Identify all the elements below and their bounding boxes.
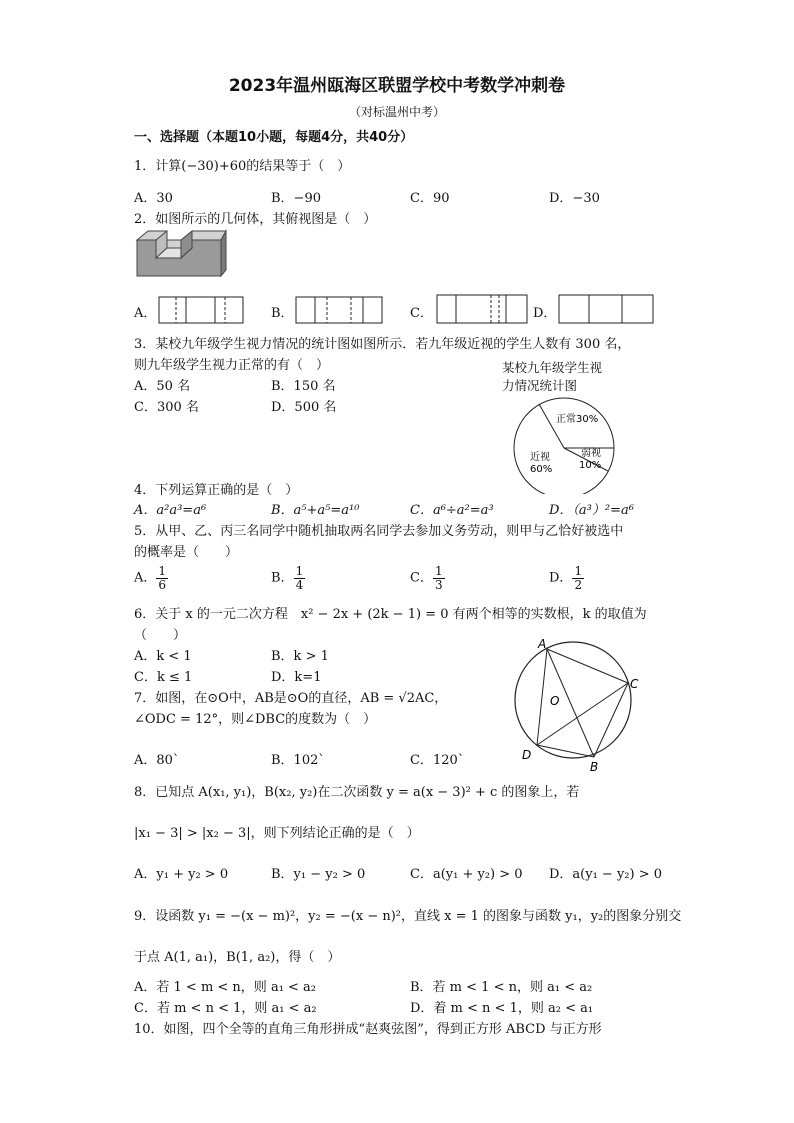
q1-option-d: D．−30 (549, 191, 600, 206)
q8-option-d: D．a(y₁ − y₂) > 0 (549, 867, 663, 882)
question-3-stem-line1: 3．某校九年级学生视力情况的统计图如图所示．若九年级近视的学生人数有 300 名， (134, 337, 631, 352)
q7-option-b: B．102` (271, 753, 325, 768)
question-6-stem-line1: 6．关于 x 的一元二次方程 x² − 2x + (2k − 1) = 0 有两个相等的实数根，k 的取值为 (134, 607, 647, 622)
solid-figure-image (134, 228, 229, 288)
slice-normal-label: 正常30% (556, 414, 599, 425)
point-c-label: C (630, 677, 639, 691)
point-a-label: A (538, 637, 547, 651)
q8-option-b: B．y₁ − y₂ > 0 (271, 867, 366, 882)
question-8-stem-line2: |x₁ − 3| > |x₂ − 3|，则下列结论正确的是（ ） (134, 826, 420, 841)
q2-view-d-image (558, 294, 654, 324)
pie-chart-title-line1: 某校九年级学生视 (502, 360, 603, 375)
q2-option-b: B． (271, 306, 294, 321)
q2-view-c-image (436, 294, 528, 324)
question-8-stem-line1: 8．已知点 A(x₁, y₁)，B(x₂, y₂)在二次函数 y = a(x − 3)² + c 的图象上，若 (134, 785, 580, 800)
q4-option-a: A．a²a³=a⁶ (134, 503, 207, 518)
question-6-stem-line2: （ ） (134, 628, 187, 643)
q2-view-a-image (158, 296, 244, 324)
q1-option-a: A．30 (134, 191, 173, 206)
q9-option-a: A．若 1 < m < n，则 a₁ < a₂ (134, 980, 317, 995)
slice-nearsighted-label: 近视 (530, 452, 550, 463)
q3-option-a: A．50 名 (134, 379, 191, 394)
q4-option-c: C．a⁶÷a²=a³ (410, 503, 494, 518)
slice-weak-percent: 10% (579, 460, 602, 471)
q4-option-b: B．a⁵+a⁵=a¹⁰ (271, 503, 360, 518)
q6-option-d: D．k=1 (271, 670, 322, 685)
question-9-stem-line2: 于点 A(1, a₁)，B(1, a₂)，得（ ） (134, 950, 341, 965)
pie-chart-title-line2: 力情况统计图 (502, 378, 578, 393)
question-5-stem-line1: 5．从甲、乙、丙三名同学中随机抽取两名同学去参加义务劳动，则甲与乙恰好被选中 (134, 524, 624, 539)
q2-option-c: C． (410, 306, 433, 321)
q9-option-c: C．若 m < n < 1，则 a₁ < a₂ (134, 1001, 317, 1016)
q6-option-b: B．k > 1 (271, 649, 329, 664)
q7-option-a: A．80` (134, 753, 180, 768)
slice-nearsighted-percent: 60% (530, 464, 553, 475)
q5-option-a: A． $\frac{1}{6}$ (134, 564, 167, 592)
q3-option-b: B．150 名 (271, 379, 336, 394)
page-subtitle: （对标温州中考） (348, 105, 445, 119)
q4-option-d: D．（a³）²=a⁶ (549, 503, 634, 518)
q8-option-a: A．y₁ + y₂ > 0 (134, 867, 229, 882)
q9-option-b: B．若 m < 1 < n，则 a₁ < a₂ (410, 980, 593, 995)
question-3-stem-line2: 则九年级学生视力正常的有（ ） (134, 358, 330, 373)
question-4-stem: 4．下列运算正确的是（ ） (134, 483, 299, 498)
q2-option-a: A． (134, 306, 157, 321)
q5-option-c: C． $\frac{1}{3}$ (410, 564, 443, 592)
circle-geometry-figure (506, 636, 646, 776)
slice-weak-label: 弱视 (581, 448, 601, 459)
q7-option-c: C．120` (410, 753, 465, 768)
q8-option-c: C．a(y₁ + y₂) > 0 (410, 867, 523, 882)
question-5-stem-line2: 的概率是（ ） (134, 545, 239, 560)
section-heading: 一、选择题（本题10小题，每题4分，共40分） (134, 130, 414, 145)
q9-option-d: D．着 m < n < 1，则 a₂ < a₁ (410, 1001, 594, 1016)
q1-option-c: C．90 (410, 191, 450, 206)
q5-option-d: D． $\frac{1}{2}$ (549, 564, 583, 592)
question-7-stem-line2: ∠ODC = 12°，则∠DBC的度数为（ ） (134, 712, 377, 727)
page-title: 2023年温州瓯海区联盟学校中考数学冲刺卷 (228, 76, 566, 96)
point-d-label: D (522, 748, 532, 762)
question-1-stem: 1．计算(−30)+60的结果等于（ ） (134, 159, 351, 174)
q3-option-c: C．300 名 (134, 400, 199, 415)
q3-option-d: D．500 名 (271, 400, 337, 415)
q6-option-c: C．k ≤ 1 (134, 670, 193, 685)
q1-option-b: B．−90 (271, 191, 321, 206)
q6-option-a: A．k < 1 (134, 649, 192, 664)
point-b-label: B (590, 760, 599, 774)
question-9-stem-line1: 9．设函数 y₁ = −(x − m)²，y₂ = −(x − n)²，直线 x = 1 的图象与函数 y₁，y₂的图象分别交 (134, 909, 682, 924)
q2-view-b-image (295, 296, 383, 324)
question-10-stem: 10．如图，四个全等的直角三角形拼成“赵爽弦图”，得到正方形 ABCD 与正方形 (134, 1022, 602, 1037)
point-o-label: O (550, 694, 560, 708)
question-2-stem: 2．如图所示的几何体，其俯视图是（ ） (134, 212, 377, 227)
q5-option-b: B． $\frac{1}{4}$ (271, 564, 304, 592)
question-7-stem-line1: 7．如图，在⊙O中，AB是⊙O的直径，AB = √2AC， (134, 691, 448, 706)
vision-pie-chart (508, 394, 626, 494)
q2-option-d: D． (533, 306, 557, 321)
